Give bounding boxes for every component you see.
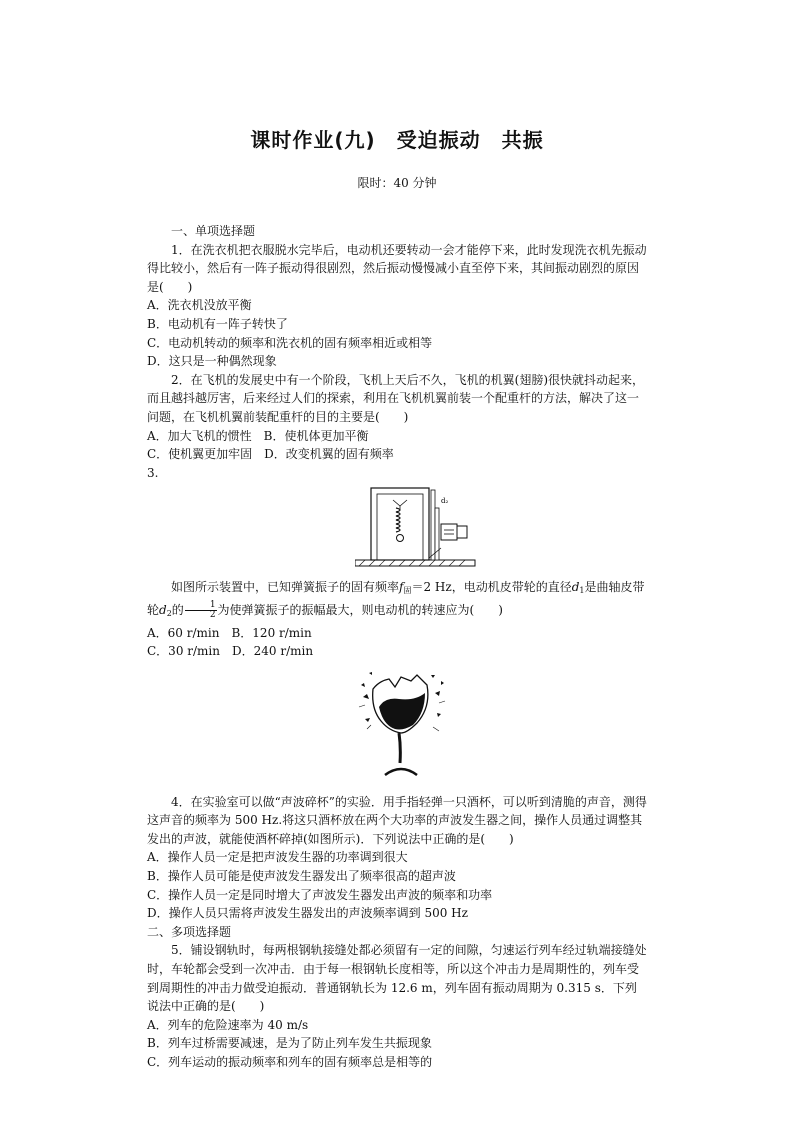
one-half-fraction: $\frac{1}{2}$ xyxy=(185,601,217,620)
question-2-options-ab: A．加大飞机的惯性 B．使机体更加平衡 xyxy=(147,428,369,443)
question-1-option-d: D．这只是一种偶然现象 xyxy=(147,354,277,369)
question-3-stem: 如图所示装置中，已知弹簧振子的固有频率$f_固=2$ Hz，电动机皮带轮的直径$d_1$是曲轴皮带轮$d_2$的 $\frac{1}{2}$ 为使弹簧振子的振幅最大，则电动机的转速应为( ) xyxy=(147,580,645,620)
question-2-stem: 2．在飞机的发展史中有一个阶段，飞机上天后不久，飞机的机翼(翅膀)很快就抖动起来，而且越抖越厉害，后来经过人们的探索，利用在飞机机翼前装一个配重杆的方法，解决了这一问题，在飞机机翼前装配重杆的目的主要是( ) xyxy=(147,372,645,424)
question-1-option-a: A．洗衣机没放平衡 xyxy=(147,298,252,313)
question-1-stem: 1．在洗衣机把衣服脱水完毕后，电动机还要转动一会才能停下来，此时发现洗衣机先振动得比较小，然后有一阵子振动得很剧烈，然后振动慢慢减小直至停下来，其间振动剧烈的原因是( ) xyxy=(147,242,647,294)
question-4-stem: 4．在实验室可以做“声波碎杯”的实验．用手指轻弹一只酒杯，可以听到清脆的声音，测得这声音的频率为 500 Hz.将这只酒杯放在两个大功率的声波发生器之间，操作人员通过调整其发出的声波，就能使酒杯碎掉(如图所示)．下列说法中正确的是( ) xyxy=(147,794,647,846)
question-list xyxy=(147,222,647,1072)
shattering-wine-glass-figure xyxy=(355,667,447,785)
spring-oscillator-figure xyxy=(355,486,485,572)
question-1-option-b: B．电动机有一阵子转快了 xyxy=(147,316,288,331)
question-4-option-b: B．操作人员可能是使声波发生器发出了频率很高的超声波 xyxy=(147,869,456,884)
question-2-options-cd: C．使机翼更加牢固 D．改变机翼的固有频率 xyxy=(147,447,394,462)
d2-label: d₂ xyxy=(441,497,449,506)
page-title: 课时作业(九) 受迫振动 共振 xyxy=(250,128,544,152)
question-4-option-d: D．操作人员只需将声波发生器发出的声波频率调到 500 Hz xyxy=(147,906,468,921)
question-1-option-c: C．电动机转动的频率和洗衣机的固有频率相近或相等 xyxy=(147,335,433,350)
question-5-option-a: A．列车的危险速率为 40 m/s xyxy=(147,1017,309,1032)
question-3-number: 3. xyxy=(147,465,159,480)
question-3-options-cd: C．30 r/min D．240 r/min xyxy=(147,644,314,659)
question-4-option-a: A．操作人员一定是把声波发生器的功率调到很大 xyxy=(147,850,408,865)
time-limit: 限时：40 分钟 xyxy=(357,176,437,190)
question-5-option-c: C．列车运动的振动频率和列车的固有频率总是相等的 xyxy=(147,1055,433,1069)
question-5-option-b: B．列车过桥需要减速，是为了防止列车发生共振现象 xyxy=(147,1036,432,1051)
question-3-options-ab: A．60 r/min B．120 r/min xyxy=(147,625,312,640)
question-5-stem: 5．铺设钢轨时，每两根钢轨接缝处都必须留有一定的间隙，匀速运行列车经过轨端接缝处时，车轮都会受到一次冲击．由于每一根钢轨长度相等，所以这个冲击力是周期性的，列车受到周期性的冲击力做受迫振动．普通钢轨长为 12.6 m，列车固有振动周期为 0.315 s．下列说法中正确的是( ) xyxy=(147,943,647,1014)
section-heading-single-choice: 一、单项选择题 xyxy=(171,224,256,238)
section-heading-multiple-choice: 二、多项选择题 xyxy=(147,924,232,939)
question-4-option-c: C．操作人员一定是同时增大了声波发生器发出声波的频率和功率 xyxy=(147,887,493,902)
